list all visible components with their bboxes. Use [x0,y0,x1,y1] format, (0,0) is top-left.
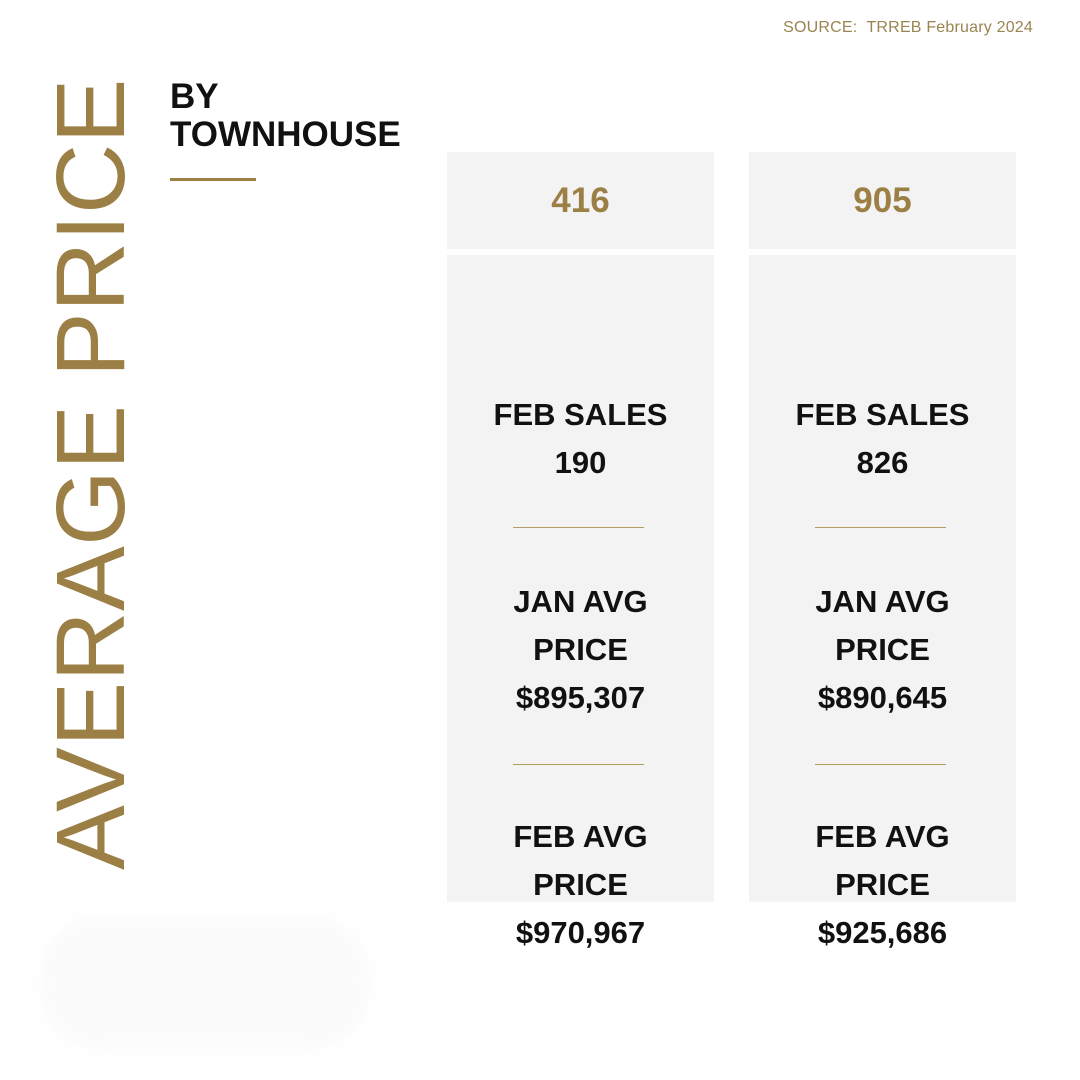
region-stats-panel [447,255,714,950]
region-header: 416 [447,152,714,249]
divider [513,764,644,765]
jan-avg-label-line-1: JAN AVG [513,584,648,619]
feb-avg-block [749,813,1016,957]
feb-sales-label: FEB SALES [493,397,668,432]
feb-avg-label-line-1: FEB AVG [513,819,648,854]
divider [815,527,946,528]
subtitle [170,78,401,154]
feb-sales-value: 190 [554,445,607,480]
region-column-416 [447,152,714,950]
jan-avg-label-line-1: JAN AVG [815,584,950,619]
jan-avg-label-line-2: PRICE [533,632,628,667]
divider [815,764,946,765]
region-header: 905 [749,152,1016,249]
jan-avg-block [749,578,1016,722]
vertical-title-text: AVERAGE PRICE [36,78,145,870]
region-stats-panel [749,255,1016,950]
feb-sales-block [447,391,714,487]
feb-sales-value: 826 [856,445,909,480]
vertical-title [36,76,145,872]
jan-avg-value: $890,645 [817,680,948,715]
region-column-905 [749,152,1016,950]
feb-sales-label: FEB SALES [795,397,970,432]
jan-avg-block [447,578,714,722]
subtitle-line-1: BY [170,77,219,116]
subtitle-line-2: TOWNHOUSE [170,115,401,154]
feb-avg-value: $970,967 [515,915,646,950]
jan-avg-value: $895,307 [515,680,646,715]
divider [513,527,644,528]
feb-avg-label-line-1: FEB AVG [815,819,950,854]
feb-avg-label-line-2: PRICE [835,867,930,902]
source-caption: SOURCE: TRREB February 2024 [783,19,1033,36]
jan-avg-label-line-2: PRICE [835,632,930,667]
feb-avg-block [447,813,714,957]
feb-avg-label-line-2: PRICE [533,867,628,902]
faded-background-shape [40,915,370,1050]
subtitle-underline [170,178,256,181]
feb-avg-value: $925,686 [817,915,948,950]
feb-sales-block [749,391,1016,487]
